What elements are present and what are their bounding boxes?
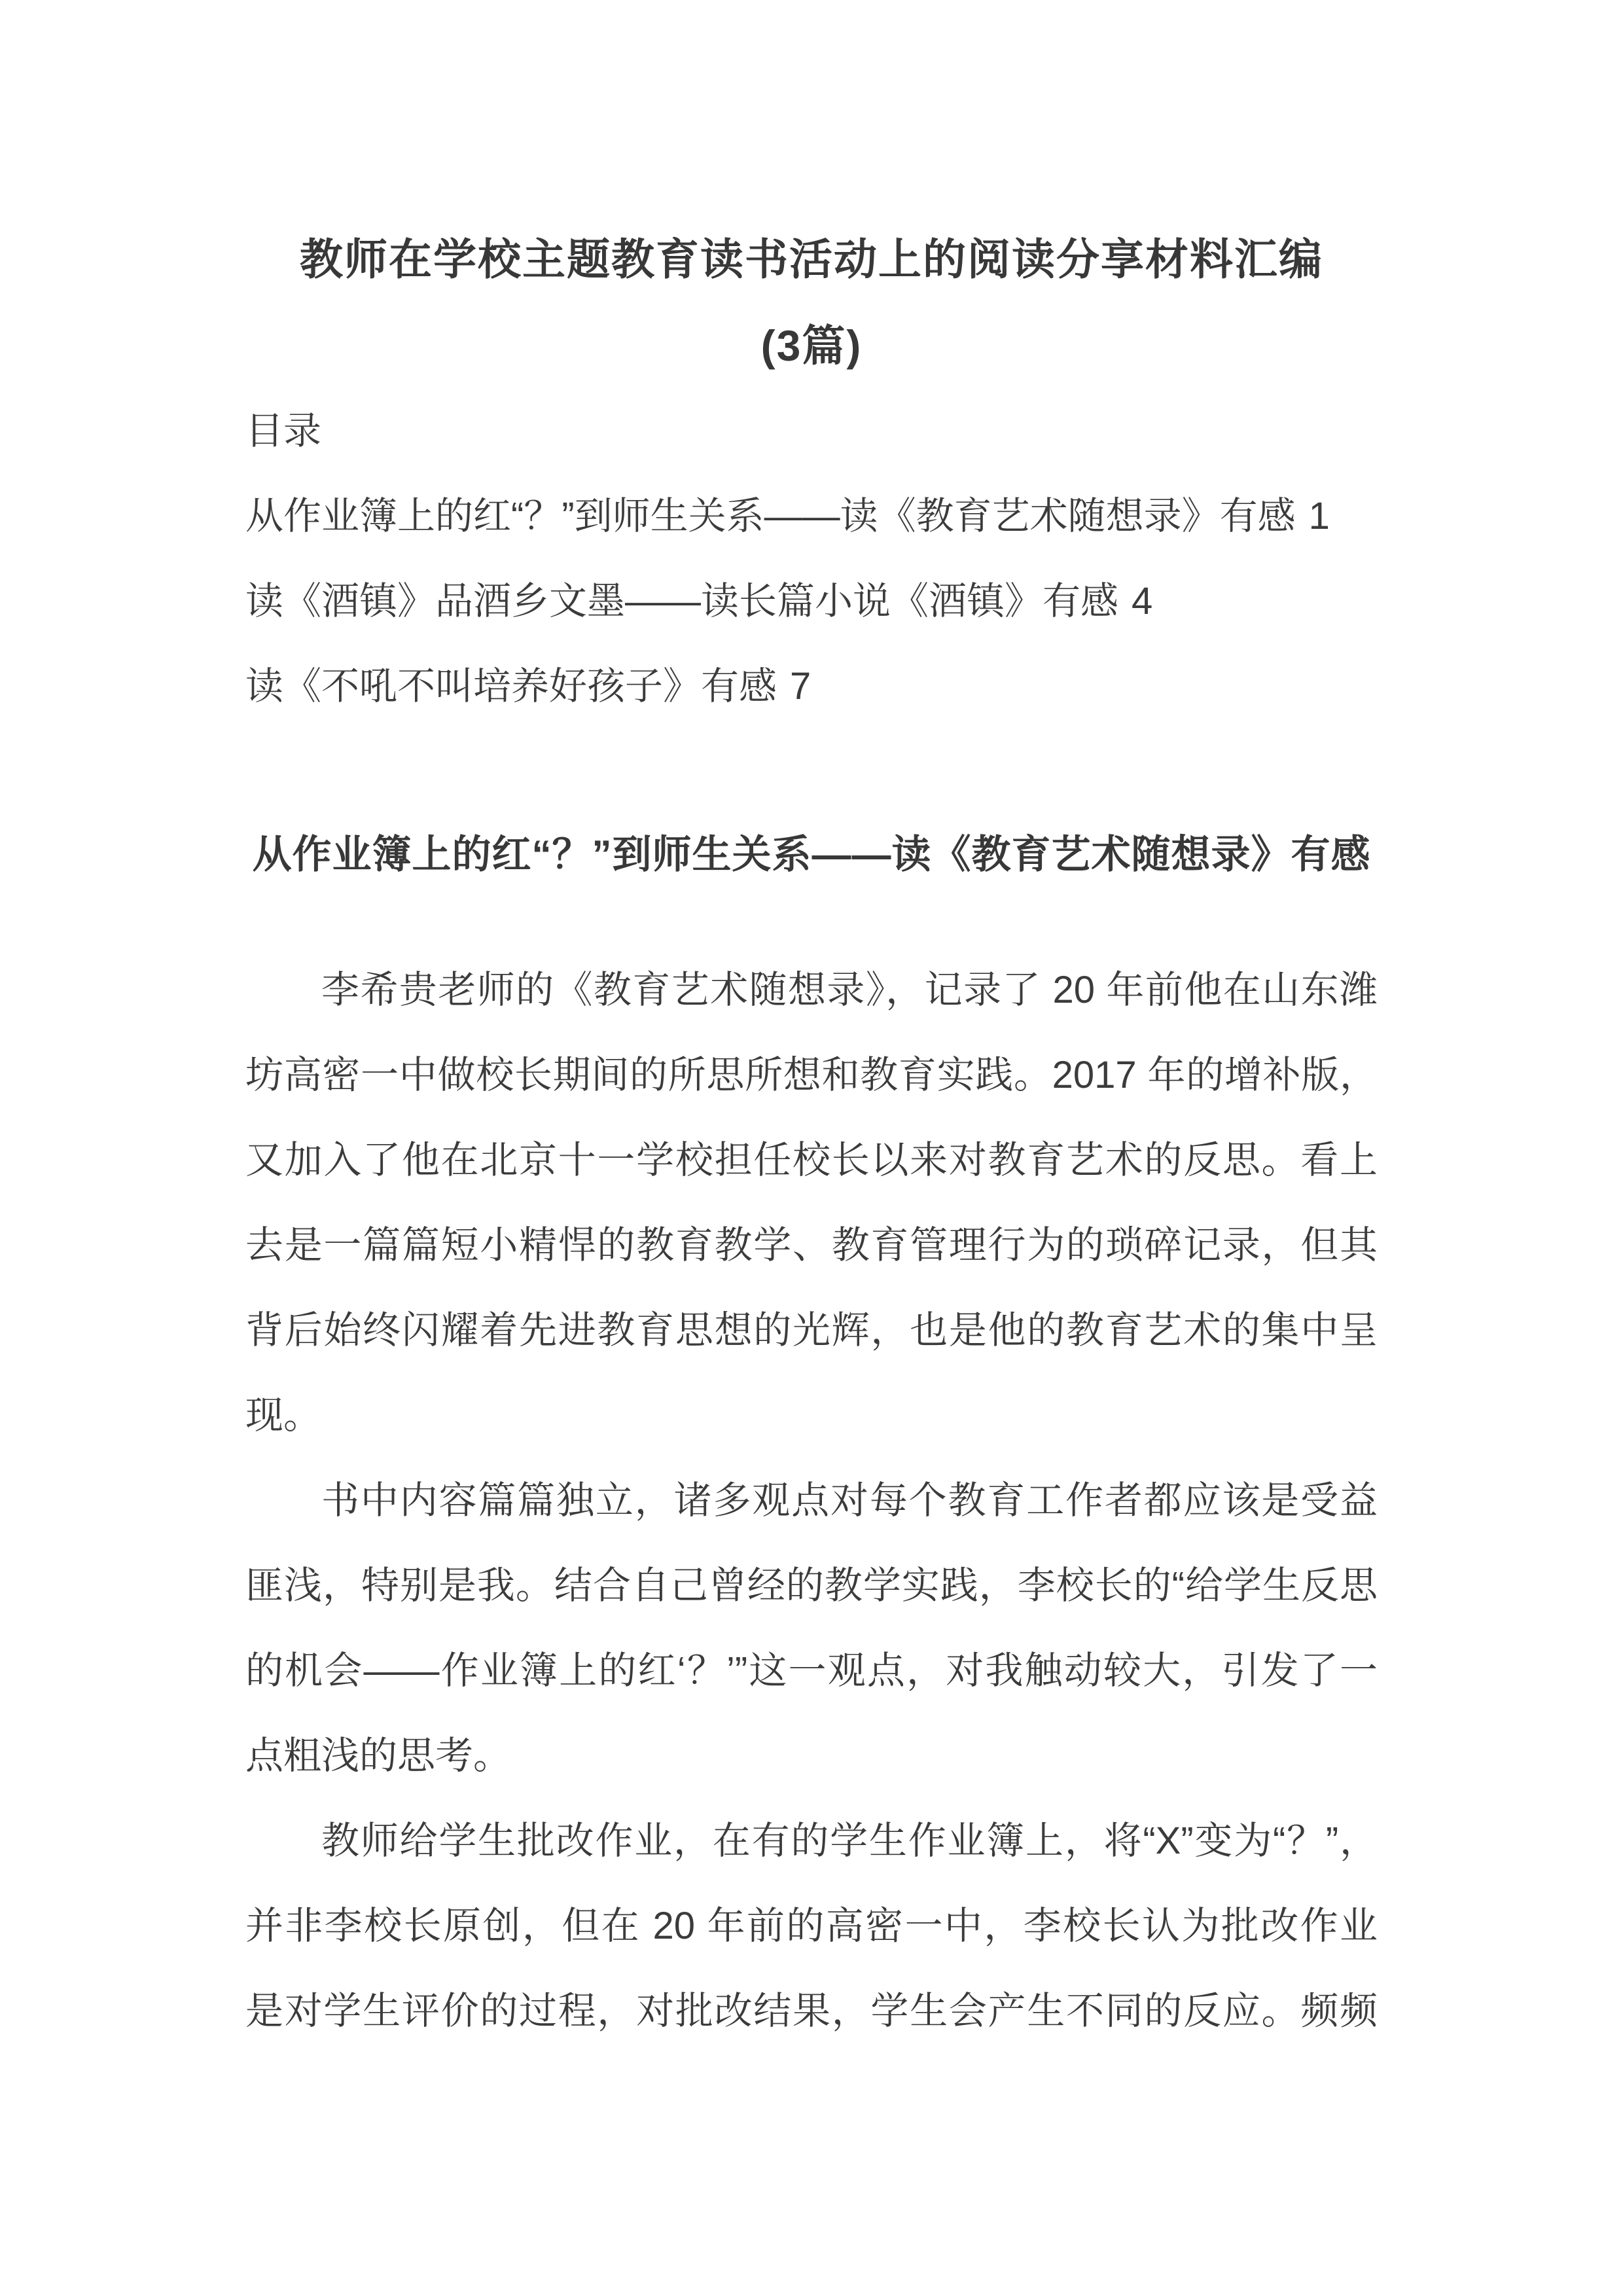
toc-item-text: 读《不吼不叫培养好孩子》有感 [245, 665, 777, 708]
toc-item-page: 4 [1132, 580, 1153, 622]
section-heading: 从作业簿上的红“？”到师生关系——读《教育艺术随想录》有感 [252, 833, 1371, 876]
toc-item [245, 644, 1378, 729]
text-line: 点粗浅的思考。 [245, 1734, 512, 1777]
text-line: 的机会——作业簿上的红‘？’”这一观点，对我触动较大，引发了一 [245, 1649, 1378, 1692]
toc-item-page: 7 [790, 665, 812, 708]
text-line: 是对学生评价的过程，对批改结果，学生会产生不同的反应。频频 [245, 1990, 1378, 2032]
title-line-1: 教师在学校主题教育读书活动上的阅读分享材料汇编 [300, 235, 1323, 283]
toc-item [245, 474, 1378, 559]
text-line: 书中内容篇篇独立，诸多观点对每个教育工作者都应该是受益 [321, 1479, 1378, 1522]
text-line: 去是一篇篇短小精悍的教育教学、教育管理行为的琐碎记录，但其 [245, 1224, 1378, 1266]
paragraph [245, 1799, 1378, 2054]
table-of-contents [245, 389, 1378, 729]
toc-item [245, 559, 1378, 644]
paragraph [245, 1458, 1378, 1799]
text-line: 教师给学生批改作业，在有的学生作业簿上，将“X”变为“？”， [321, 1820, 1378, 1862]
paragraph [245, 948, 1378, 1458]
toc-item-text: 读《酒镇》品酒乡文墨——读长篇小说《酒镇》有感 [245, 580, 1119, 622]
text-line: 并非李校长原创，但在 20 年前的高密一中，李校长认为批改作业 [245, 1905, 1378, 1947]
text-line: 匪浅，特别是我。结合自己曾经的教学实践，李校长的“给学生反思 [245, 1564, 1378, 1607]
text-line: 现。 [245, 1394, 322, 1437]
text-line: 背后始终闪耀着先进教育思想的光辉，也是他的教育艺术的集中呈 [245, 1309, 1378, 1352]
toc-label: 目录 [245, 410, 322, 452]
toc-item-page: 1 [1308, 495, 1330, 537]
title-line-2: (3篇) [760, 321, 863, 370]
text-line: 坊高密一中做校长期间的所思所想和教育实践。2017 年的增补版， [245, 1054, 1378, 1096]
toc-item-text: 从作业簿上的红“？”到师生关系——读《教育艺术随想录》有感 [245, 495, 1296, 537]
document-title [245, 216, 1378, 389]
text-line: 又加入了他在北京十一学校担任校长以来对教育艺术的反思。看上 [245, 1139, 1378, 1181]
text-line: 李希贵老师的《教育艺术随想录》，记录了 20 年前他在山东潍 [321, 969, 1378, 1011]
